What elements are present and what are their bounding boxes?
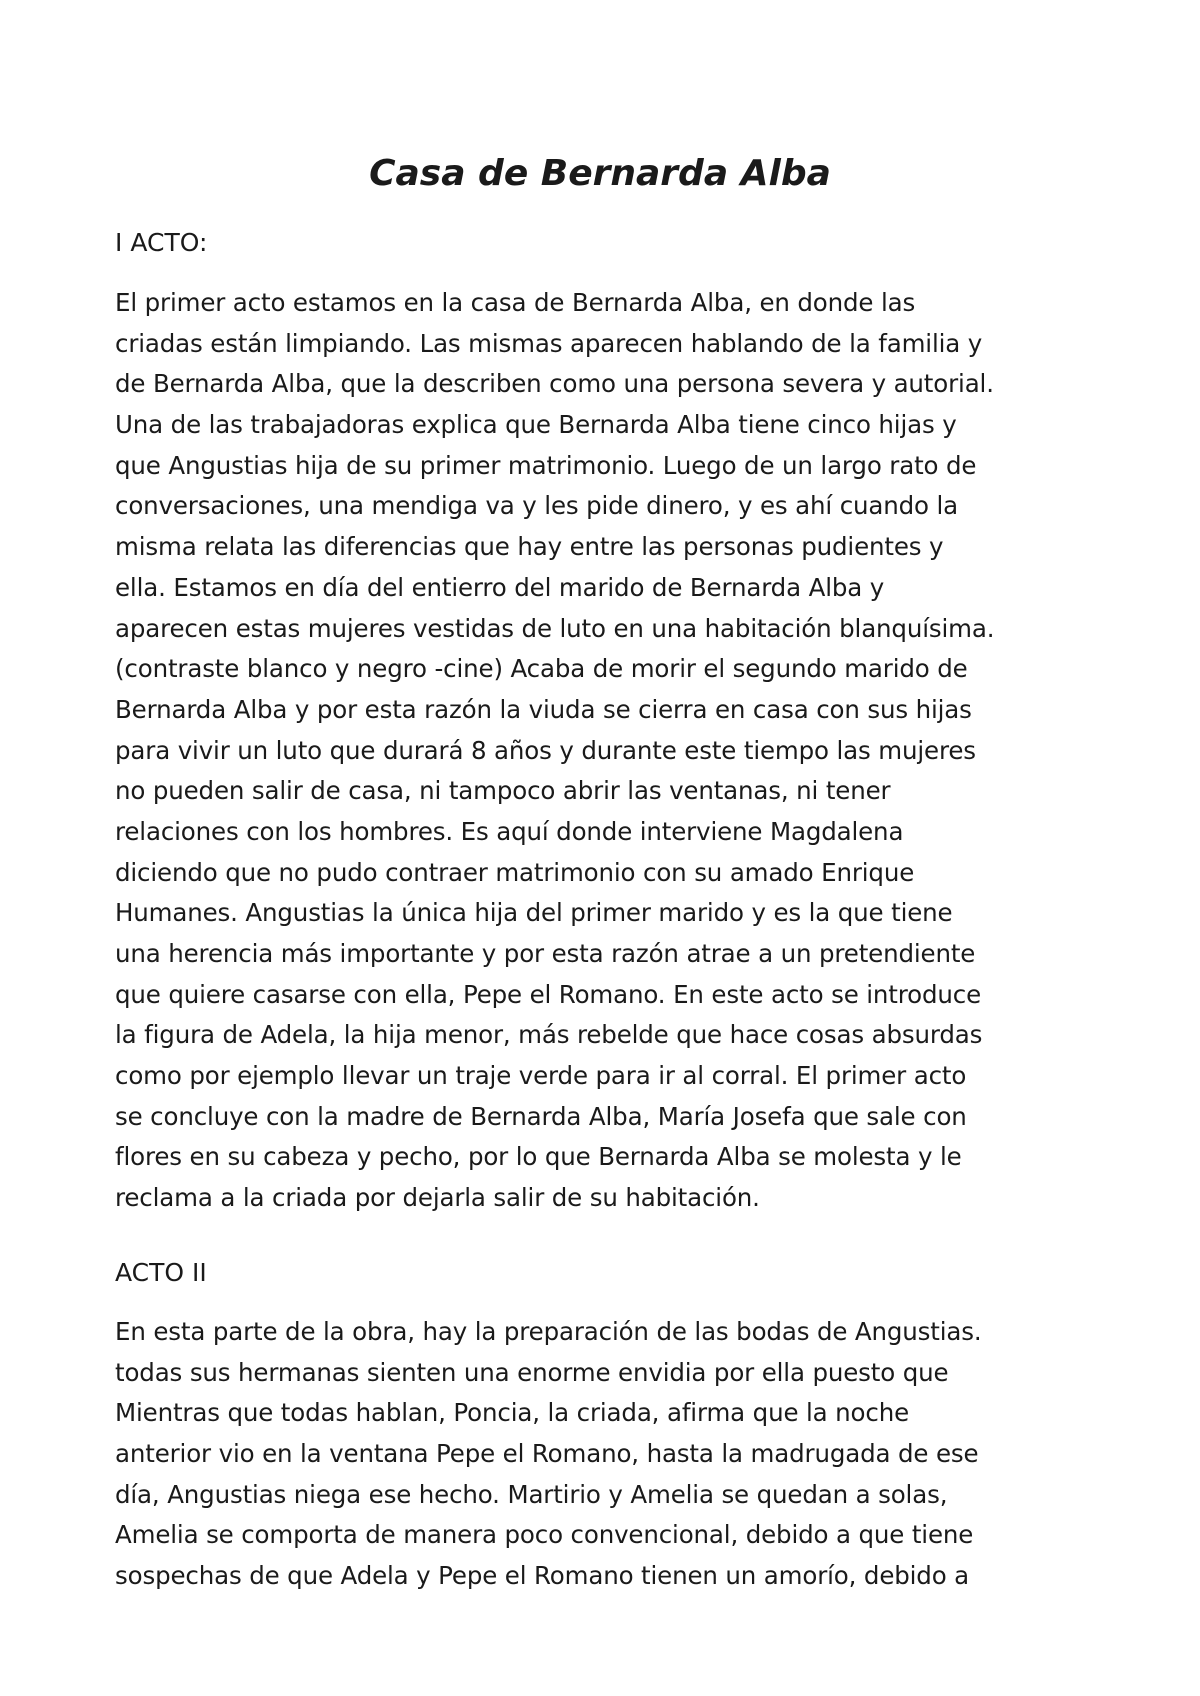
paragraph-line: anterior vio en la ventana Pepe el Romano, hasta la madrugada de ese bbox=[115, 1439, 979, 1469]
paragraph-line: Amelia se comporta de manera poco convencional, debido a que tiene bbox=[115, 1520, 974, 1550]
paragraph-line: conversaciones, una mendiga va y les pide dinero, y es ahí cuando la bbox=[115, 491, 959, 521]
paragraph-line: una herencia más importante y por esta razón atrae a un pretendiente bbox=[115, 939, 976, 968]
paragraph-line: todas sus hermanas sienten una enorme envidia por ella puesto que bbox=[115, 1357, 949, 1387]
paragraph-line: Mientras que todas hablan, Poncia, la criada, afirma que la noche bbox=[115, 1398, 910, 1428]
paragraph-line: misma relata las diferencias que hay entre las personas pudientes y bbox=[115, 532, 944, 562]
paragraph-line: que quiere casarse con ella, Pepe el Romano. En este acto se introduce bbox=[115, 979, 981, 1009]
document-title: Casa de Bernarda Alba bbox=[369, 153, 831, 194]
paragraph-line: flores en su cabeza y pecho, por lo que Bernarda Alba se molesta y le bbox=[115, 1142, 962, 1172]
paragraph-line: (contraste blanco y negro -cine) Acaba de morir el segundo marido de bbox=[115, 654, 968, 684]
section-paragraph-acto-2 bbox=[115, 1312, 982, 1597]
paragraph-line: no pueden salir de casa, ni tampoco abrir las ventanas, ni tener bbox=[115, 776, 891, 806]
paragraph-line: se concluye con la madre de Bernarda Alba, María Josefa que sale con bbox=[115, 1101, 967, 1131]
paragraph-line: sospechas de que Adela y Pepe el Romano tienen un amorío, debido a bbox=[115, 1561, 970, 1591]
paragraph-line: Bernarda Alba y por esta razón la viuda se cierra en casa con sus hijas bbox=[115, 694, 972, 724]
paragraph-line: diciendo que no pudo contraer matrimonio con su amado Enrique bbox=[115, 857, 915, 887]
paragraph-line: relaciones con los hombres. Es aquí donde interviene Magdalena bbox=[115, 816, 904, 846]
paragraph-line: ella. Estamos en día del entierro del marido de Bernarda Alba y bbox=[115, 572, 885, 602]
paragraph-line: aparecen estas mujeres vestidas de luto en una habitación blanquísima. bbox=[115, 613, 995, 643]
paragraph-line: En esta parte de la obra, hay la preparación de las bodas de Angustias. bbox=[115, 1317, 982, 1346]
paragraph-line: para vivir un luto que durará 8 años y durante este tiempo las mujeres bbox=[115, 735, 976, 765]
paragraph-line: de Bernarda Alba, que la describen como una persona severa y autorial. bbox=[115, 369, 994, 399]
section-paragraph-acto-1 bbox=[115, 283, 994, 1219]
paragraph-line: Humanes. Angustias la única hija del primer marido y es la que tiene bbox=[115, 898, 953, 928]
paragraph-line: Una de las trabajadoras explica que Bernarda Alba tiene cinco hijas y bbox=[115, 410, 957, 440]
paragraph-line: como por ejemplo llevar un traje verde para ir al corral. El primer acto bbox=[115, 1061, 967, 1091]
paragraph-line: día, Angustias niega ese hecho. Martirio y Amelia se quedan a solas, bbox=[115, 1479, 948, 1509]
section-heading-acto-1: I ACTO: bbox=[115, 228, 208, 257]
section-heading-acto-2: ACTO II bbox=[115, 1258, 207, 1287]
paragraph-line: la figura de Adela, la hija menor, más rebelde que hace cosas absurdas bbox=[115, 1020, 983, 1050]
paragraph-line: criadas están limpiando. Las mismas aparecen hablando de la familia y bbox=[115, 328, 983, 358]
paragraph-line: que Angustias hija de su primer matrimonio. Luego de un largo rato de bbox=[115, 450, 977, 480]
paragraph-line: El primer acto estamos en la casa de Bernarda Alba, en donde las bbox=[115, 288, 916, 317]
paragraph-line: reclama a la criada por dejarla salir de su habitación. bbox=[115, 1183, 760, 1213]
